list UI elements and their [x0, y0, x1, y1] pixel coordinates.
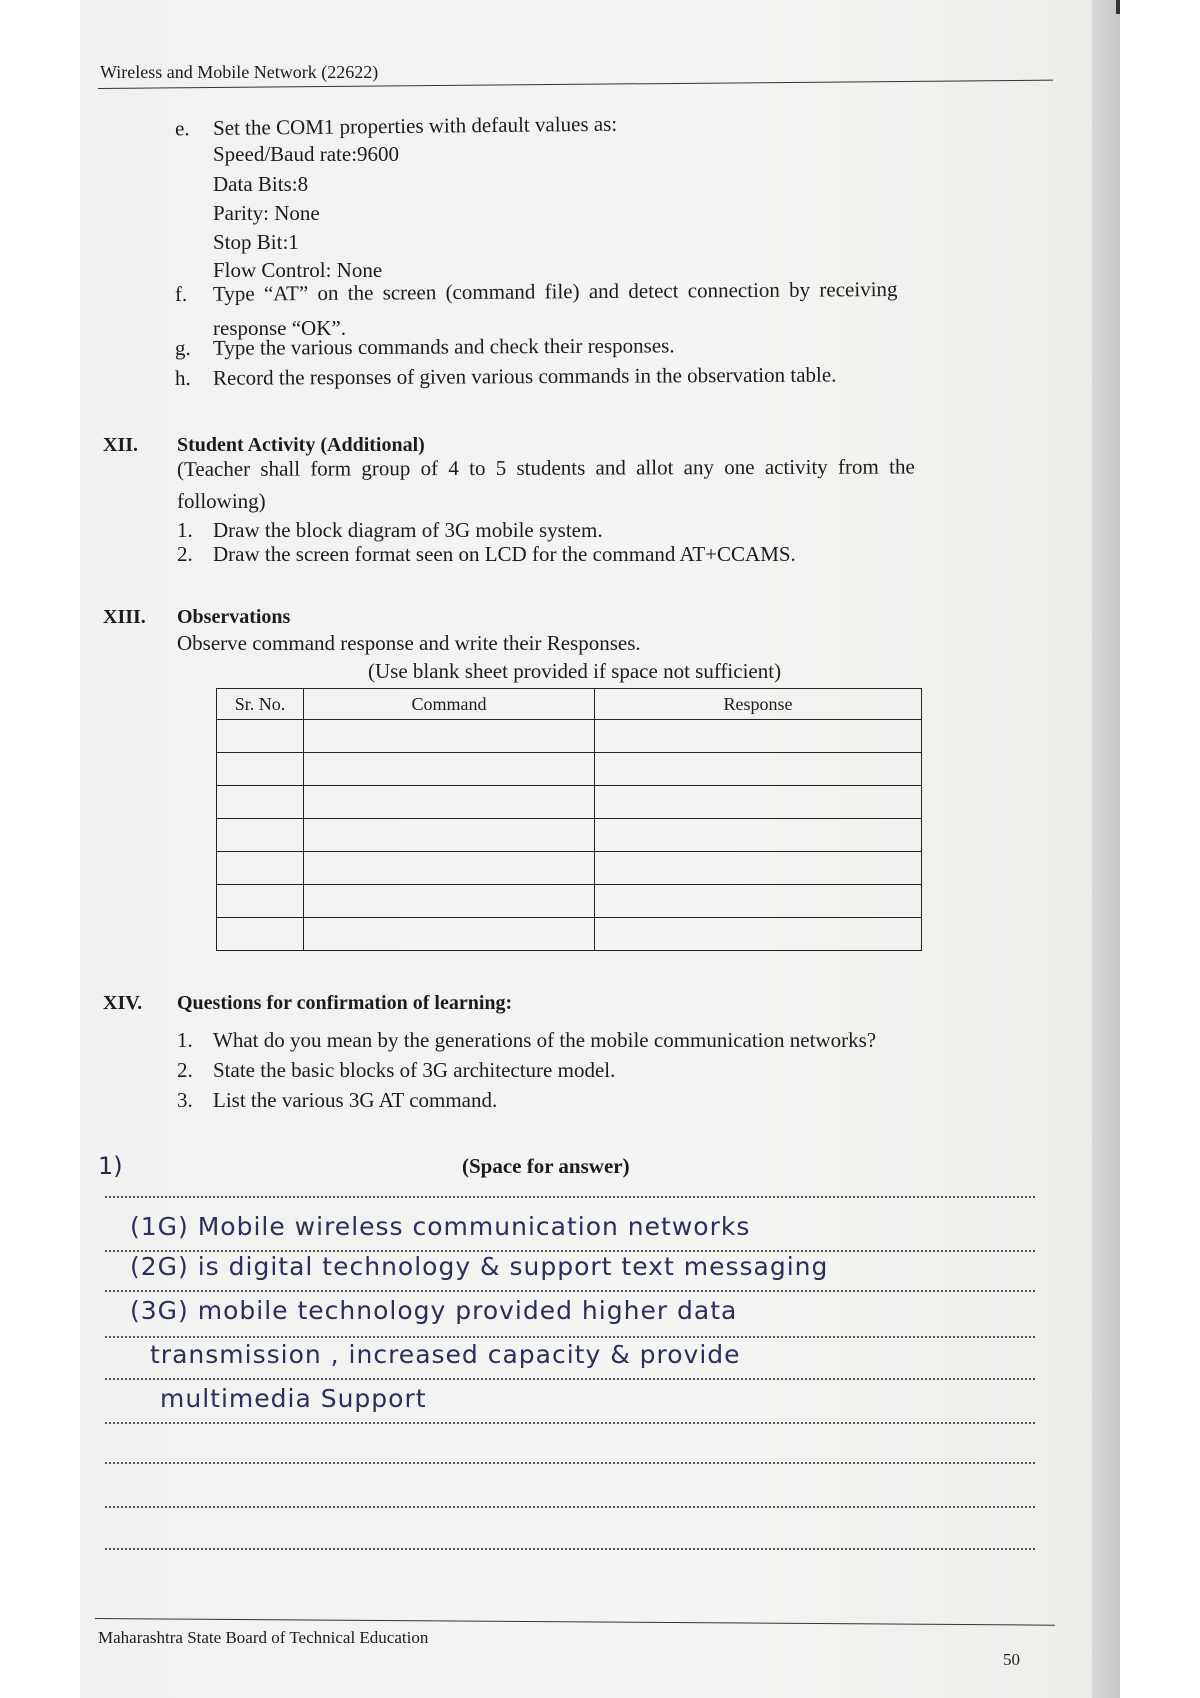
column-header-command: Command [304, 689, 595, 720]
table-row [217, 852, 922, 885]
procedure-step-e [175, 112, 617, 141]
section-xiii-instruction: Observe command response and write their Responses. [177, 631, 641, 655]
step-key: e. [174, 116, 190, 141]
section-xiv-number: XIV. [103, 992, 143, 1014]
handwritten-answer-line: (1G) Mobile wireless communication networks [130, 1212, 751, 1241]
item-key: 3. [177, 1088, 193, 1112]
answer-line [105, 1336, 1035, 1338]
answer-line [105, 1462, 1035, 1464]
table-cell[interactable] [595, 918, 922, 951]
table-cell[interactable] [304, 852, 595, 885]
table-cell[interactable] [304, 786, 595, 819]
table-cell[interactable] [595, 753, 922, 786]
table-row [217, 819, 922, 852]
answer-line [105, 1422, 1035, 1424]
table-cell[interactable] [217, 720, 304, 753]
com-setting-databits: Data Bits:8 [213, 172, 309, 196]
procedure-step-h [175, 363, 837, 390]
table-cell[interactable] [595, 852, 922, 885]
section-xiv-title: Questions for confirmation of learning: [177, 992, 513, 1014]
item-key: 2. [177, 1058, 193, 1082]
handwritten-answer-line: multimedia Support [160, 1384, 427, 1413]
section-xii-intro: (Teacher shall form group of 4 to 5 students and allot any one activity from the [176, 454, 915, 481]
handwritten-answer-number: 1) [98, 1152, 123, 1180]
step-key: h. [174, 365, 191, 390]
step-text: Type “AT” on the screen (command file) and detect connection by receiving [212, 276, 898, 306]
table-row [217, 786, 922, 819]
table-cell[interactable] [304, 885, 595, 918]
step-key: f. [174, 281, 188, 306]
table-row [217, 753, 922, 786]
step-text: Set the COM1 properties with default values as: [212, 111, 618, 140]
section-xii-number: XII. [103, 434, 139, 456]
page-number: 50 [1003, 1650, 1020, 1669]
table-cell[interactable] [595, 819, 922, 852]
item-key: 1. [177, 1028, 193, 1052]
answer-line [105, 1290, 1035, 1292]
column-header-sr-no: Sr. No. [217, 689, 304, 720]
table-cell[interactable] [217, 852, 304, 885]
answer-space-heading: (Space for answer) [462, 1154, 630, 1178]
com-setting-stopbit: Stop Bit:1 [213, 230, 299, 254]
com-setting-baud: Speed/Baud rate:9600 [213, 142, 400, 166]
table-cell[interactable] [217, 918, 304, 951]
item-text: State the basic blocks of 3G architecture model. [213, 1058, 616, 1082]
table-cell[interactable] [217, 786, 304, 819]
table-cell[interactable] [304, 918, 595, 951]
answer-line [105, 1506, 1035, 1508]
procedure-step-g [175, 333, 675, 360]
item-text: Draw the block diagram of 3G mobile system. [213, 518, 603, 542]
table-cell[interactable] [304, 819, 595, 852]
section-xii-title: Student Activity (Additional) [177, 434, 425, 456]
table-cell[interactable] [595, 786, 922, 819]
activity-item-1 [177, 518, 603, 542]
activity-item-2 [177, 542, 796, 566]
book-spine [1092, 0, 1120, 1698]
table-cell[interactable] [595, 885, 922, 918]
table-row [217, 918, 922, 951]
table-cell[interactable] [217, 819, 304, 852]
step-key: g. [174, 335, 191, 360]
section-xiii-title: Observations [177, 606, 291, 628]
handwritten-answer-line: (3G) mobile technology provided higher data [130, 1296, 738, 1325]
question-item-2 [177, 1058, 615, 1082]
item-key: 2. [177, 542, 193, 566]
section-xiii-number: XIII. [103, 606, 146, 628]
table-row [217, 885, 922, 918]
item-text: List the various 3G AT command. [213, 1088, 498, 1112]
footer-board-name: Maharashtra State Board of Technical Education [98, 1628, 429, 1647]
column-header-response: Response [595, 689, 922, 720]
question-item-3 [177, 1088, 497, 1112]
item-key: 1. [177, 518, 193, 542]
question-item-1 [177, 1028, 876, 1052]
step-text: Record the responses of given various commands in the observation table. [212, 362, 837, 390]
procedure-step-f-continuation: response “OK”. [213, 316, 346, 340]
table-cell[interactable] [217, 885, 304, 918]
section-xii-intro-cont: following) [177, 489, 266, 513]
table-cell[interactable] [304, 720, 595, 753]
section-xiii-note: (Use blank sheet provided if space not sufficient) [368, 659, 782, 683]
table-header-row [217, 689, 922, 720]
handwritten-answer-line: transmission , increased capacity & provide [150, 1340, 741, 1369]
item-text: Draw the screen format seen on LCD for the command AT+CCAMS. [213, 542, 796, 566]
answer-line [105, 1548, 1035, 1550]
answer-line [105, 1196, 1035, 1198]
step-text: Type the various commands and check their responses. [212, 333, 675, 360]
table-cell[interactable] [304, 753, 595, 786]
answer-line [105, 1378, 1035, 1380]
procedure-step-f [175, 277, 898, 306]
table-cell[interactable] [595, 720, 922, 753]
com-setting-parity: Parity: None [213, 201, 320, 225]
table-cell[interactable] [217, 753, 304, 786]
item-text: What do you mean by the generations of the mobile communication networks? [213, 1028, 877, 1052]
observation-table [216, 688, 922, 951]
table-row [217, 720, 922, 753]
com-setting-flowcontrol: Flow Control: None [213, 258, 383, 282]
handwritten-answer-line: (2G) is digital technology & support text messaging [130, 1252, 829, 1281]
spine-corner [1116, 0, 1120, 14]
running-header: Wireless and Mobile Network (22622) [100, 62, 379, 82]
